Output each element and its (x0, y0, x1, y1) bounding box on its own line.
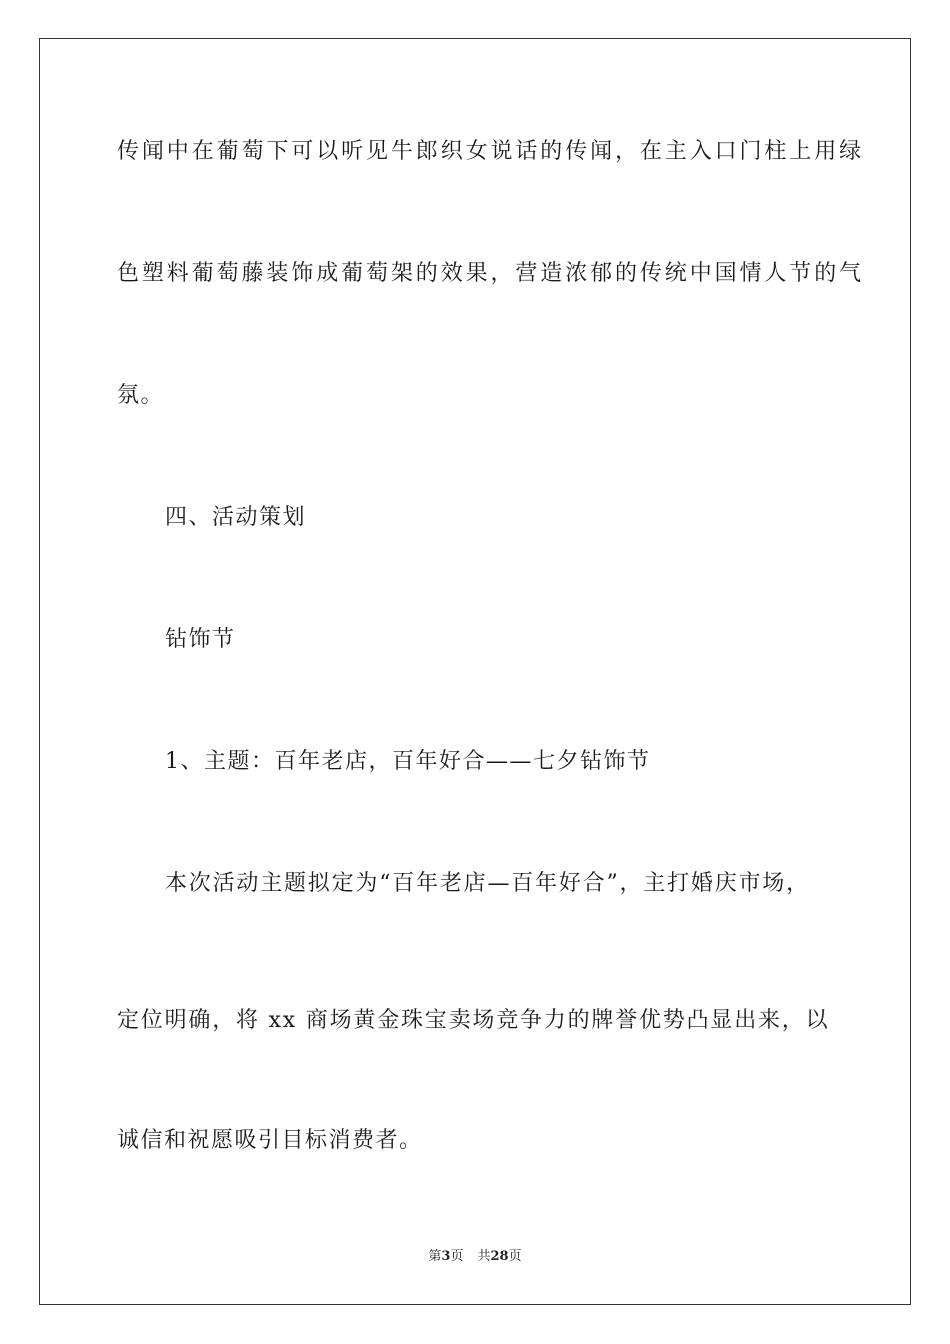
total-prefix: 共 (477, 1249, 491, 1264)
body-text-line-1: 传闻中在葡萄下可以听见牛郎织女说话的传闻，在主入口门柱上用绿 (117, 139, 865, 164)
section-heading: 四、活动策划 (165, 505, 307, 530)
page-number: 3 (441, 1249, 451, 1264)
page-border (39, 38, 911, 1305)
page-suffix: 页 (450, 1249, 464, 1264)
theme-line: 1、主题：百年老店，百年好合——七夕钻饰节 (165, 749, 651, 774)
body-text-line-3: 氛。 (117, 383, 165, 408)
body-text-line-8: 定位明确，将 xx 商场黄金珠宝卖场竞争力的牌誉优势凸显出来，以 (117, 1008, 830, 1033)
page-prefix: 第 (428, 1249, 442, 1264)
subsection-heading: 钻饰节 (165, 627, 236, 652)
page-footer (0, 1248, 950, 1266)
body-text-line-9: 诚信和祝愿吸引目标消费者。 (117, 1128, 423, 1153)
body-text-line-7: 本次活动主题拟定为“百年老店—百年好合”，主打婚庆市场， (165, 871, 810, 896)
total-suffix: 页 (508, 1249, 522, 1264)
body-text-line-2: 色塑料葡萄藤装饰成葡萄架的效果，营造浓郁的传统中国情人节的气 (117, 261, 865, 286)
total-pages: 28 (490, 1249, 509, 1264)
